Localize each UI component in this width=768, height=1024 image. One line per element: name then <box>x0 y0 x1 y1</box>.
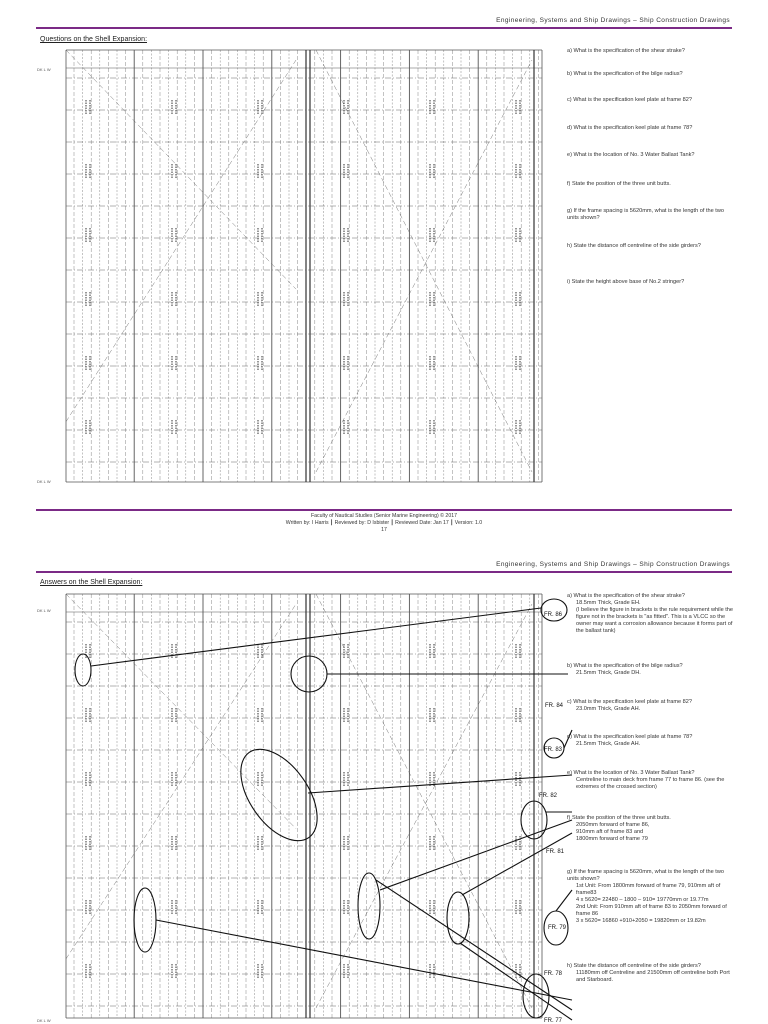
question-f: f) State the position of the three unit butts. <box>567 181 671 187</box>
question-g: g) If the frame spacing is 5620mm, what is the length of the two units shown? <box>567 208 725 221</box>
answer-b-text: 21.5mm Thick, Grade DH. <box>576 670 641 676</box>
answer-g-question: g) If the frame spacing is 5620mm, what is the length of the two units shown? <box>567 869 725 882</box>
answer-h-question: h) State the distance off centreline of the side girders? <box>567 963 701 969</box>
question-e: e) What is the location of No. 3 Water Ballast Tank? <box>567 152 695 158</box>
header-rule <box>36 571 732 573</box>
page-header: Engineering, Systems and Ship Drawings – Ship Construction Drawings <box>496 561 730 568</box>
answer-c-text: 23.0mm Thick, Grade AH. <box>576 706 641 712</box>
answer-h-text: 11180mm off Centreline and 21500mm off centreline both Port and Starboard. <box>576 970 730 983</box>
frame-label-78: FR. 78 <box>544 971 563 977</box>
frame-label-81: FR. 81 <box>546 849 565 855</box>
footer-faculty: Faculty of Nautical Studies (Senior Marine Engineering) © 2017 <box>311 513 457 519</box>
answer-d <box>567 734 692 748</box>
answer-a <box>567 593 733 635</box>
annotation-ellipse <box>291 656 327 692</box>
leader-line <box>376 880 572 1010</box>
questions-title: Questions on the Shell Expansion: <box>40 36 148 43</box>
footer-authors: Written by: I Harris ┃ Reviewed by: D Isbister ┃ Reviewed Date: Jan 17 ┃ Version: 1.0 <box>285 520 483 526</box>
answer-d-text: 21.5mm Thick, Grade AH. <box>576 741 641 747</box>
footer <box>0 513 768 534</box>
leader-line <box>156 920 572 1000</box>
question-b: b) What is the specification of the bilge radius? <box>567 71 683 77</box>
deck-label: DK L W <box>37 1018 51 1023</box>
answer-h <box>567 963 733 984</box>
answer-d-question: d) What is the specification keel plate at frame 78? <box>567 734 693 740</box>
answer-a-text: 18.5mm Thick, Grade EH. (I believe the figure in brackets is the rule requirement while the figure not in the brackets is "as fitted". This is a VLCC so the owner may want a corrosion allowance because it forms part of the ballast tank) <box>576 600 734 634</box>
deck-label: DK L W <box>37 608 51 613</box>
annotation-ellipse <box>225 736 332 854</box>
shell-expansion-drawing-top <box>36 46 558 488</box>
answer-g <box>567 869 733 925</box>
drawing-grid <box>66 594 542 1018</box>
answer-e-question: e) What is the location of No. 3 Water Ballast Tank? <box>567 770 695 776</box>
deck-label: DK L W <box>37 479 51 484</box>
answer-b <box>567 663 683 677</box>
page-header: Engineering, Systems and Ship Drawings – Ship Construction Drawings <box>496 17 730 24</box>
drawing-grid <box>66 50 542 482</box>
annotation-ellipse <box>75 654 91 686</box>
header-rule <box>36 27 732 29</box>
question-d: d) What is the specification keel plate at frame 78? <box>567 125 693 131</box>
footer-rule <box>36 509 732 511</box>
question-a: a) What is the specification of the shear strake? <box>567 48 685 54</box>
frame-label-77: FR. 77 <box>544 1018 563 1024</box>
answer-g-text: 1st Unit: From 1800mm forward of frame 79, 910mm aft of frame83 4 x 5620= 22480 – 1800 – 910= 19770mm or 19.77m 2nd Unit: From 910mm aft of frame 83 to 2050mm forward of frame 86 3 x 5620= 16860 +910+2050 = 19820mm or 19.82m <box>576 883 727 924</box>
answer-f <box>567 815 671 843</box>
answer-e <box>567 770 733 791</box>
answer-b-question: b) What is the specification of the bilge radius? <box>567 663 683 669</box>
question-c: c) What is the specification keel plate at frame 82? <box>567 97 692 103</box>
frame-label-83: FR. 83 <box>544 747 563 753</box>
answer-f-question: f) State the position of the three unit butts. <box>567 815 671 821</box>
question-i: i) State the height above base of No.2 stringer? <box>567 279 685 285</box>
answer-f-text: 2050mm forward of frame 86, 910mm aft of frame 83 and 1800mm forward of frame 79 <box>576 822 650 842</box>
answers-title: Answers on the Shell Expansion: <box>40 579 143 586</box>
frame-label-86: FR. 86 <box>544 612 563 618</box>
annotation-ellipse <box>447 892 469 944</box>
page-number: 17 <box>381 527 387 533</box>
answer-e-text: Centreline to main deck from frame 77 to frame 86. (see the extremes of the crossed section) <box>576 777 725 790</box>
frame-label-79: FR. 79 <box>548 925 567 931</box>
answer-c <box>567 699 692 713</box>
answer-a-question: a) What is the specification of the shear strake? <box>567 593 685 599</box>
leader-line <box>380 820 572 890</box>
frame-label-84: FR. 84 <box>545 703 564 709</box>
question-h: h) State the distance off centreline of the side girders? <box>567 243 701 249</box>
shell-expansion-drawing-answers <box>36 590 567 1024</box>
answer-c-question: c) What is the specification keel plate at frame 82? <box>567 699 692 705</box>
annotation-ellipse <box>134 888 156 952</box>
annotation-ellipse <box>358 873 380 939</box>
deck-label: DK L W <box>37 67 51 72</box>
frame-label-82: FR. 82 <box>539 793 558 799</box>
